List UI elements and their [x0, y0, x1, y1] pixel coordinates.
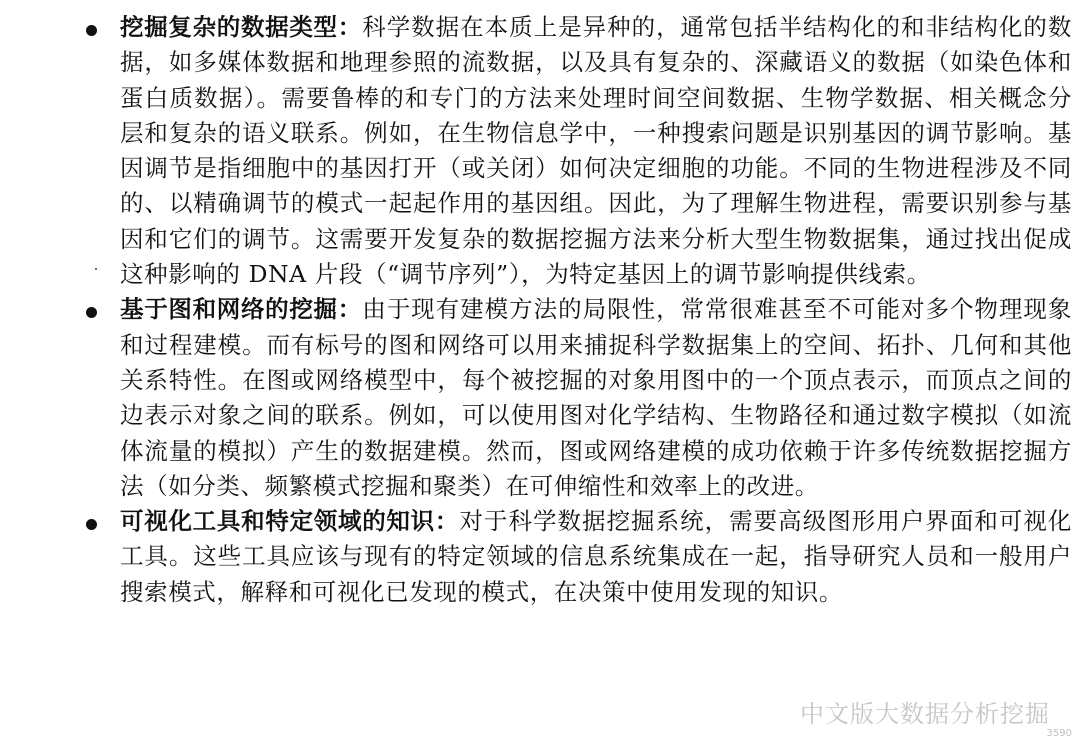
bullet-body: 由于现有建模方法的局限性，常常很难甚至不可能对多个物理现象和过程建模。而有标号的图和网络可以用来捕捉科学数据集上的空间、拓扑、几何和其他关系特性。在图或网络模型中，每个被挖掘的对象用图中的一个顶点表示，而顶点之间的边表示对象之间的联系。例如，可以使用图对化学结构、生物路径和通过数字模拟（如流体流量的模拟）产生的数据建模。然而，图或网络建模的成功依赖于许多传统数据挖掘方法（如分类、频繁模式挖掘和聚类）在可伸缩性和效率上的改进。: [120, 295, 1072, 500]
bullet-term: 可视化工具和特定领域的知识: [120, 507, 435, 536]
term-separator: ：: [337, 13, 363, 41]
bullet-body: 对于科学数据挖掘系统，需要高级图形用户界面和可视化工具。这些工具应该与现有的特定领域的信息系统集成在一起，指导研究人员和一般用户搜索模式，解释和可视化已发现的模式，在决策中使用发现的知识。: [120, 507, 1073, 606]
list-item: [0, 504, 1080, 610]
bullet-icon: [86, 25, 97, 36]
bullet-term: 基于图和网络的挖掘: [120, 295, 338, 324]
list-item: [0, 292, 1080, 504]
paragraph: [120, 292, 1072, 504]
paragraph: [120, 10, 1072, 292]
bullet-list: [0, 10, 1080, 610]
bullet-body: 科学数据在本质上是异种的，通常包括半结构化的和非结构化的数据，如多媒体数据和地理参照的流数据，以及具有复杂的、深藏语义的数据（如染色体和蛋白质数据）。需要鲁棒的和专门的方法来处理时间空间数据、生物学数据、相关概念分层和复杂的语义联系。例如，在生物信息学中，一种搜索问题是识别基因的调节影响。基因调节是指细胞中的基因打开（或关闭）如何决定细胞的功能。不同的生物进程涉及不同的、以精确调节的模式一起起作用的基因组。因此，为了理解生物进程，需要识别参与基因和它们的调节。这需要开发复杂的数据挖掘方法来分析大型生物数据集，通过找出促成这种影响的 DNA 片段（“调节序列”），为特定基因上的调节影响提供线索。: [120, 13, 1072, 289]
bullet-term: 挖掘复杂的数据类型: [120, 13, 338, 41]
term-separator: ：: [434, 507, 460, 536]
watermark-sub: 3590: [1046, 728, 1072, 739]
bullet-icon: [86, 519, 97, 530]
watermark-text: 中文版大数据分析挖掘: [800, 700, 1050, 728]
list-item: [0, 10, 1080, 292]
bullet-icon: [86, 307, 97, 318]
term-separator: ：: [337, 295, 363, 324]
paragraph: [120, 504, 1072, 610]
